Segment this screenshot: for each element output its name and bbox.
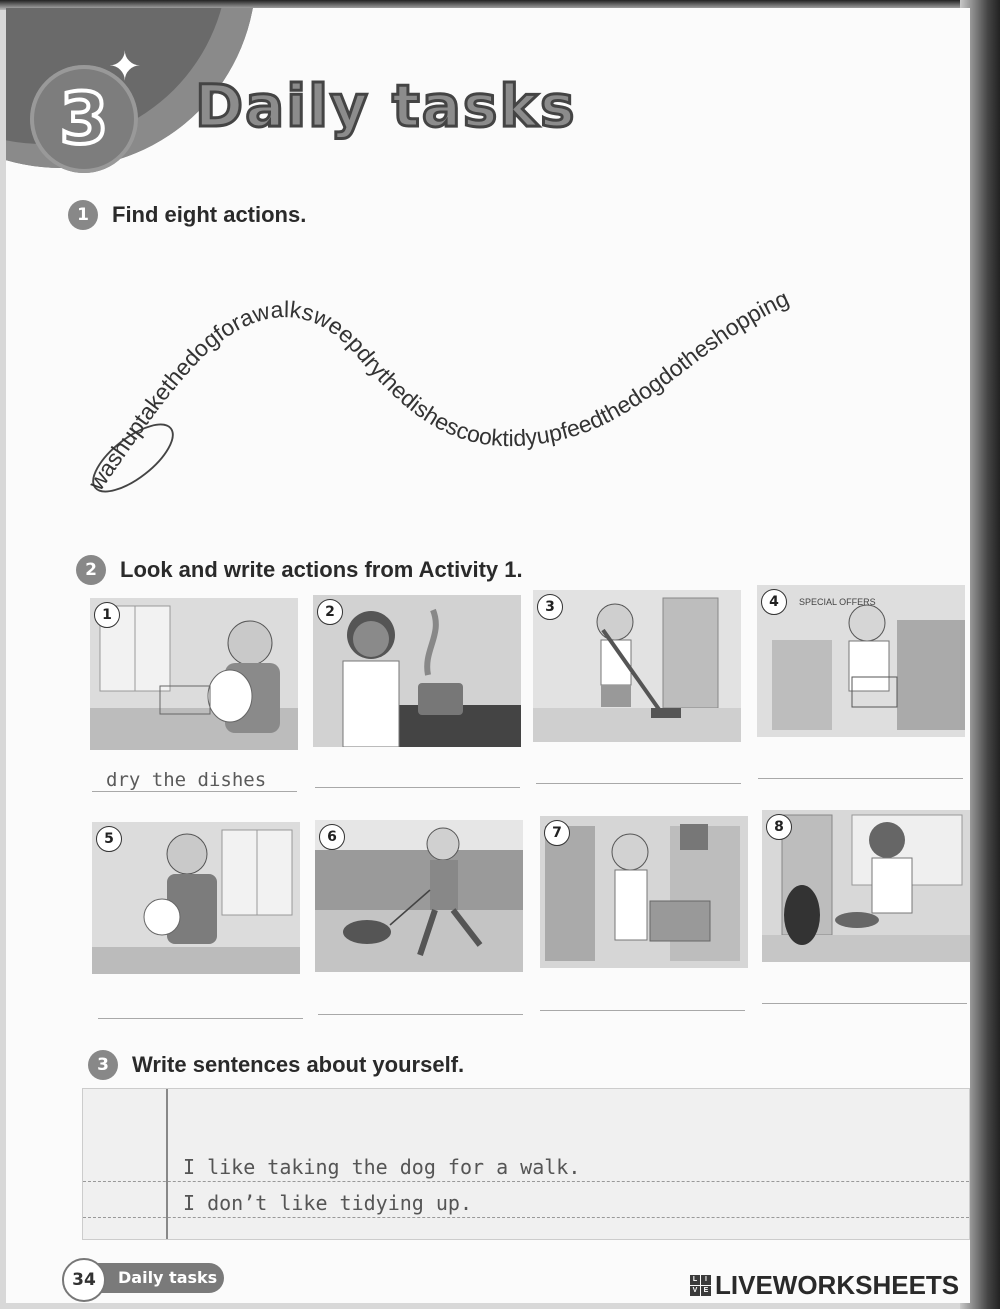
picture-7 <box>540 816 748 968</box>
picture-7-number: 7 <box>544 820 570 846</box>
answer-1[interactable]: dry the dishes <box>92 758 297 792</box>
activity3-heading <box>88 1050 464 1080</box>
picture-4 <box>757 585 965 737</box>
picture-2-number: 2 <box>317 599 343 625</box>
picture-8-number: 8 <box>766 814 792 840</box>
writing-line-2 <box>83 1217 969 1218</box>
logo-letter-e: E <box>701 1286 711 1296</box>
picture-6-number: 6 <box>319 824 345 850</box>
page-number: 34 <box>62 1258 106 1302</box>
unit-title: Daily tasks <box>195 72 577 140</box>
answer-6[interactable] <box>318 981 523 1015</box>
letter-snake <box>0 0 1000 560</box>
answer-2[interactable] <box>315 754 520 788</box>
picture-3 <box>533 590 741 742</box>
picture-6 <box>315 820 523 972</box>
activity2-number: 2 <box>76 555 106 585</box>
picture-1-number: 1 <box>94 602 120 628</box>
picture-4-number: 4 <box>761 589 787 615</box>
logo-letter-l: L <box>690 1275 700 1285</box>
shop-sign: SPECIAL OFFERS <box>799 597 876 607</box>
logo-letter-v: V <box>690 1286 700 1296</box>
activity3-instruction: Write sentences about yourself. <box>132 1052 465 1077</box>
activity2-heading <box>76 555 523 585</box>
sparkle-icon: ✦ <box>108 44 142 90</box>
writing-box[interactable] <box>82 1088 970 1240</box>
picture-3-illustration <box>533 590 741 742</box>
unit-number: 3 <box>59 78 109 160</box>
footer-label: Daily tasks <box>84 1263 224 1293</box>
answer-3[interactable] <box>536 750 741 784</box>
activity1-number: 1 <box>68 200 98 230</box>
picture-2-illustration <box>313 595 521 747</box>
picture-1-illustration <box>90 598 298 750</box>
logo-letter-i: I <box>701 1275 711 1285</box>
picture-5-illustration <box>92 822 300 974</box>
writing-line-1 <box>83 1181 969 1182</box>
answer-8[interactable] <box>762 970 967 1004</box>
activity3-number: 3 <box>88 1050 118 1080</box>
picture-7-illustration <box>540 816 748 968</box>
picture-2 <box>313 595 521 747</box>
picture-8 <box>762 810 970 962</box>
picture-8-illustration <box>762 810 970 962</box>
answer-7[interactable] <box>540 977 745 1011</box>
answer-5[interactable] <box>98 985 303 1019</box>
picture-3-number: 3 <box>537 594 563 620</box>
picture-6-illustration <box>315 820 523 972</box>
picture-5 <box>92 822 300 974</box>
sentence-1: I like taking the dog for a walk. <box>183 1155 581 1179</box>
picture-4-illustration <box>757 585 965 737</box>
watermark-text: LIVEWORKSHEETS <box>715 1270 960 1300</box>
picture-1 <box>90 598 298 750</box>
letter-snake-path-text: washuptakethedogforawalksweepdrythedishescooktidyupfeedthedogdotheshopping <box>82 284 793 495</box>
activity1-instruction: Find eight actions. <box>112 202 307 227</box>
liveworksheets-logo-icon <box>690 1275 711 1296</box>
picture-5-number: 5 <box>96 826 122 852</box>
sentence-2: I don’t like tidying up. <box>183 1191 472 1215</box>
activity2-instruction: Look and write actions from Activity 1. <box>120 557 523 582</box>
liveworksheets-watermark <box>690 1270 959 1301</box>
answer-4[interactable] <box>758 745 963 779</box>
letter-snake-text <box>82 285 792 496</box>
